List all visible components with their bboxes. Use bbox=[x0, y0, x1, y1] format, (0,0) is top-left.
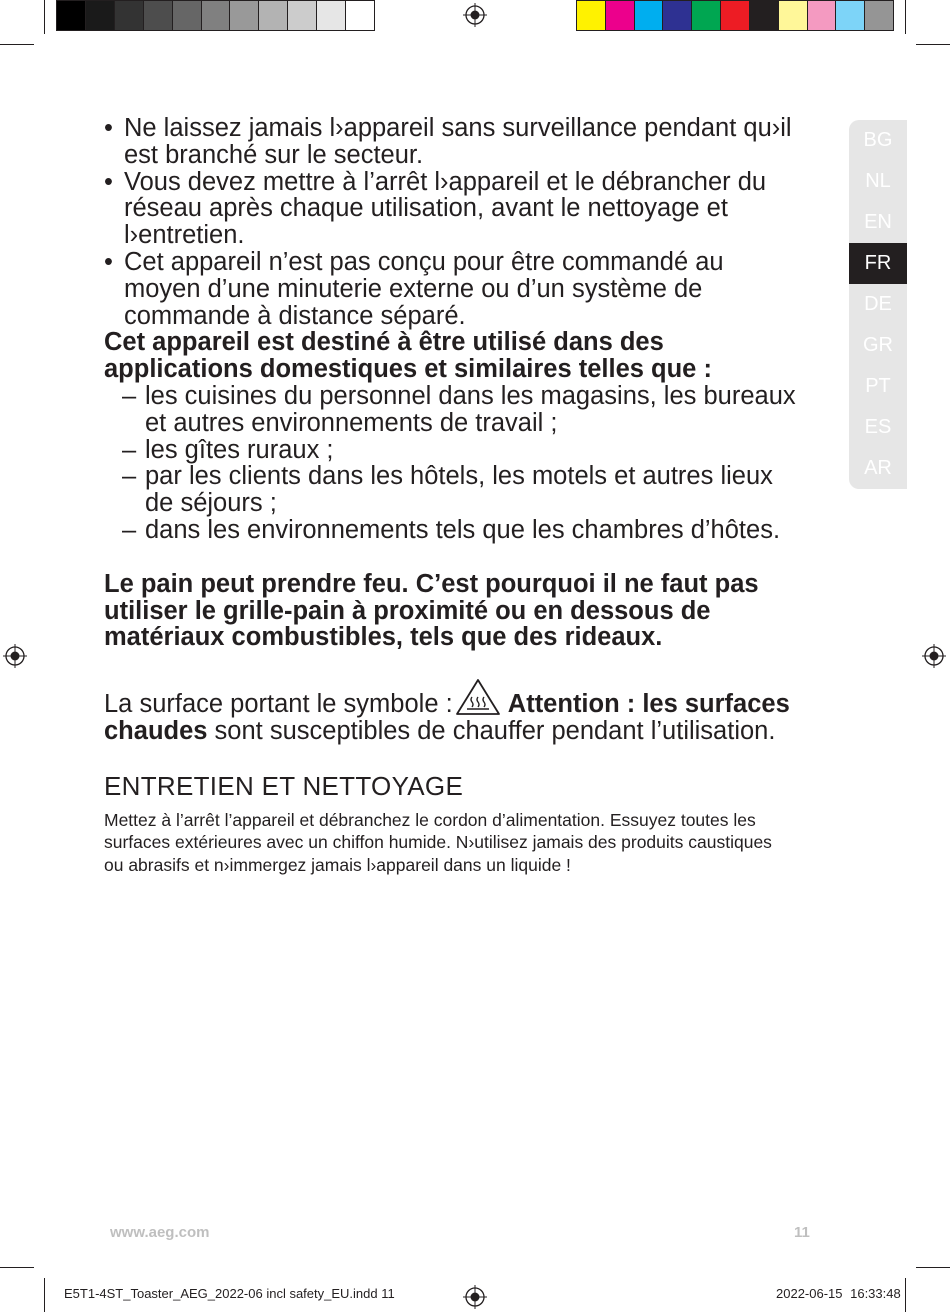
fire-warning: Le pain peut prendre feu. C’est pourquoi il ne faut pas utiliser le grille-pain à proximité ou en dessous de matériaux combustibles, tels que des rideaux. bbox=[104, 569, 759, 652]
color-swatch bbox=[635, 1, 664, 30]
color-swatch bbox=[865, 1, 893, 30]
safety-bullet: • Vous devez mettre à l’arrêt l›appareil et le débrancher du réseau après chaque utilisation, avant le nettoyage et l›entretien. bbox=[104, 167, 767, 250]
gray-swatch bbox=[202, 1, 231, 30]
language-item-de: DE bbox=[864, 293, 892, 315]
crop-mark bbox=[0, 1267, 34, 1268]
page-number: 11 bbox=[794, 1224, 810, 1241]
crop-mark bbox=[905, 0, 906, 34]
color-swatch bbox=[663, 1, 692, 30]
gray-swatch bbox=[346, 1, 374, 30]
gray-swatch bbox=[115, 1, 144, 30]
registration-mark-icon bbox=[463, 3, 487, 27]
intended-use-lead: Cet appareil est destiné à être utilisé dans des applications domestiques et similaires telles que : bbox=[104, 328, 712, 384]
crop-mark bbox=[0, 44, 34, 45]
page-content bbox=[104, 115, 804, 894]
language-item-bg: BG bbox=[863, 129, 893, 151]
color-swatch bbox=[606, 1, 635, 30]
color-swatch bbox=[692, 1, 721, 30]
crop-mark bbox=[905, 1278, 906, 1312]
gray-swatch bbox=[144, 1, 173, 30]
process-color-bar bbox=[576, 0, 894, 31]
language-item-ar: AR bbox=[864, 457, 892, 479]
grayscale-color-bar bbox=[56, 0, 375, 31]
safety-bullet: • Ne laissez jamais l›appareil sans surveillance pendant qu›il est branché sur le secteur. bbox=[104, 114, 792, 169]
gray-swatch bbox=[57, 1, 86, 30]
color-swatch bbox=[808, 1, 837, 30]
print-slug-timestamp: 2022-06-15 16:33:48 bbox=[776, 1286, 901, 1301]
safety-bullet: • Cet appareil n’est pas conçu pour être commandé au moyen d’une minuterie externe ou d’un système de commande à distance séparé. bbox=[104, 247, 724, 330]
color-swatch bbox=[779, 1, 808, 30]
crop-mark bbox=[916, 44, 950, 45]
intended-use-item: – par les clients dans les hôtels, les motels et autres lieux de séjours ; bbox=[122, 462, 773, 518]
hot-surface-warning-icon bbox=[455, 678, 501, 716]
registration-mark-icon bbox=[922, 644, 946, 668]
gray-swatch bbox=[288, 1, 317, 30]
color-swatch bbox=[750, 1, 779, 30]
language-item-en: EN bbox=[864, 211, 892, 233]
crop-mark bbox=[44, 0, 45, 34]
gray-swatch bbox=[230, 1, 259, 30]
maintenance-text: Mettez à l’arrêt l’appareil et débranchez le cordon d’alimentation. Essuyez toutes les surfaces extérieures avec un chiffon humide. N›utilisez jamais des produits caustiques ou abrasifs et n›immergez jamais l›appareil dans un liquide ! bbox=[104, 809, 772, 875]
gray-swatch bbox=[86, 1, 115, 30]
registration-mark-icon bbox=[463, 1285, 487, 1309]
gray-swatch bbox=[317, 1, 346, 30]
language-item-nl: NL bbox=[865, 170, 891, 192]
language-item-gr: GR bbox=[863, 334, 893, 356]
intended-use-item: – dans les environnements tels que les chambres d’hôtes. bbox=[122, 515, 781, 544]
print-slug-filename: E5T1-4ST_Toaster_AEG_2022-06 incl safety_EU.indd 11 bbox=[64, 1286, 395, 1301]
crop-mark bbox=[44, 1278, 45, 1312]
footer-url: www.aeg.com bbox=[110, 1224, 210, 1241]
intended-use-item: – les gîtes ruraux ; bbox=[122, 435, 334, 464]
registration-mark-icon bbox=[3, 644, 27, 668]
language-item-es: ES bbox=[864, 416, 892, 438]
color-swatch bbox=[721, 1, 750, 30]
crop-mark bbox=[916, 1267, 950, 1268]
color-swatch bbox=[577, 1, 606, 30]
intended-use-item: – les cuisines du personnel dans les magasins, les bureaux et autres environnements de travail ; bbox=[122, 381, 796, 437]
language-tab bbox=[849, 120, 907, 489]
language-item-pt: PT bbox=[865, 375, 891, 397]
maintenance-heading: ENTRETIEN ET NETTOYAGE bbox=[104, 770, 464, 801]
gray-swatch bbox=[259, 1, 288, 30]
color-swatch bbox=[836, 1, 865, 30]
gray-swatch bbox=[173, 1, 202, 30]
hot-surface-notice: La surface portant le symbole : Attention : les surfaces chaudes sont susceptibles de chauffer pendant l’utilisation. bbox=[104, 678, 804, 745]
language-item-fr: FR bbox=[849, 243, 907, 284]
